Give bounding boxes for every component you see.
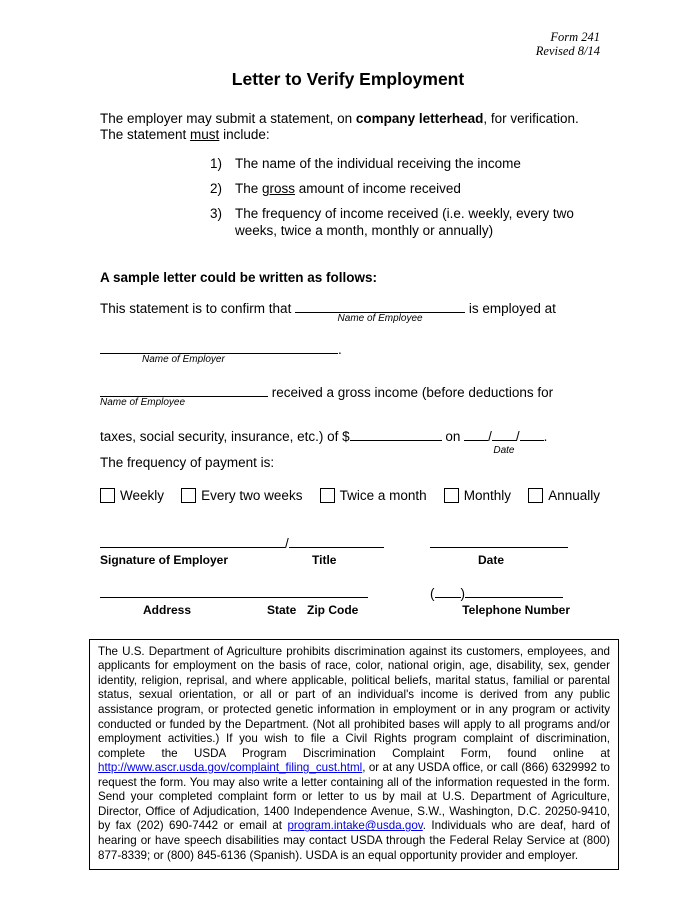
employee-name-blank[interactable] [295, 299, 465, 324]
confirm-text-post: is employed at [465, 300, 556, 316]
employee-name-caption: Name of Employee [337, 312, 423, 324]
frequency-option-weekly [100, 488, 164, 503]
requirement-item-2 [100, 181, 600, 197]
address-labels [100, 603, 430, 619]
form-number: Form 241 [550, 30, 600, 44]
checkbox-label: Annually [548, 487, 600, 503]
requirement-number: 2) [210, 181, 223, 197]
date-month-blank[interactable] [464, 427, 488, 441]
title-label: Title [312, 552, 337, 567]
requirement-number: 3) [210, 206, 223, 222]
form-revision: Revised 8/14 [535, 44, 600, 59]
amount-line-period: . [543, 428, 548, 444]
employee-name-caption-2: Name of Employee [100, 396, 186, 408]
requirement-text [235, 181, 585, 197]
sample-letter-heading: A sample letter could be written as follows: [100, 269, 378, 285]
date-slash-1: / [488, 428, 492, 444]
letter-line-confirm [100, 299, 600, 324]
date-label: Date [478, 552, 505, 567]
frequency-question: The frequency of payment is: [100, 454, 275, 470]
date-labels [430, 553, 570, 569]
requirement-item-3 [100, 206, 600, 238]
checkbox-monthly[interactable] [444, 488, 459, 503]
checkbox-every-two-weeks[interactable] [181, 488, 196, 503]
employee-name-blank-2[interactable] [100, 383, 268, 408]
signature-slash: / [285, 535, 289, 551]
letter-line-income [100, 383, 600, 408]
requirement-text-part: The frequency of income received (i.e. weekly, every two weeks, twice a month, monthly or annually) [235, 206, 574, 238]
checkbox-label: Weekly [120, 487, 165, 503]
checkbox-weekly[interactable] [100, 488, 115, 503]
requirement-text-part: amount of income received [295, 181, 461, 197]
signature-blank[interactable] [100, 535, 285, 548]
date-day-blank[interactable] [492, 427, 516, 441]
requirement-item-1 [100, 156, 600, 172]
date-caption: Date [493, 444, 515, 456]
confirm-text-pre: This statement is to confirm that [100, 300, 296, 316]
zip-code-label: Zip Code [307, 602, 359, 617]
signature-title-field [100, 535, 430, 569]
employer-line-period: . [338, 341, 342, 357]
intro-underlined-must: must [190, 126, 220, 142]
intro-paragraph [100, 111, 600, 143]
requirement-number: 1) [210, 156, 223, 172]
amount-text-pre: taxes, social security, insurance, etc.) of $ [100, 428, 350, 444]
phone-number-blank[interactable] [465, 585, 563, 598]
intro-bold-company-letterhead: company letterhead [355, 110, 484, 126]
requirements-list [100, 156, 600, 239]
form-meta [100, 30, 600, 59]
employer-name-caption: Name of Employer [142, 353, 225, 365]
telephone-field [430, 585, 570, 619]
title-blank[interactable] [289, 535, 384, 548]
program-intake-email-link[interactable]: program.intake@usda.gov [287, 819, 423, 833]
date-field [430, 535, 570, 569]
requirement-underlined-gross: gross [262, 181, 296, 197]
telephone-line [430, 585, 570, 601]
complaint-form-link[interactable]: http://www.ascr.usda.gov/complaint_filing_cust.html [98, 761, 363, 775]
notice-text-1: The U.S. Department of Agriculture prohibits discrimination against its customers, employees, and applicants for employment on the basis of race, color, national origin, age, disability, sex, gender identity, religion, reprisal, and where applicable, political beliefs, marital status, familial or parental status, sexual orientation, or all or part of an individual's income is derived from any public assistance program, or protected genetic information in employment or in any program or activity conducted or funded by the Department. (Not all prohibited bases will apply to all programs and/or employment activities.) If you wish to file a Civil Rights program complaint of discrimination, complete the USDA Program Discrimination Complaint Form, found online at [98, 644, 610, 760]
telephone-number-label: Telephone Number [462, 602, 570, 617]
letter-line-employer [100, 340, 600, 365]
frequency-options-row [100, 488, 600, 503]
signature-of-employer-label: Signature of Employer [100, 552, 229, 567]
checkbox-label: Monthly [463, 487, 512, 503]
paren-open: ( [430, 585, 435, 601]
signature-row-2 [100, 585, 600, 619]
requirement-text-part: The [235, 181, 263, 197]
income-text: received a gross income (before deductions for [268, 384, 554, 400]
intro-text-2: , for verification. The statement [100, 110, 579, 142]
address-field [100, 585, 430, 619]
signature-title-labels [100, 553, 430, 569]
date-group [464, 427, 544, 456]
employer-name-blank[interactable] [100, 340, 338, 365]
address-line [100, 585, 430, 601]
usda-nondiscrimination-notice [89, 639, 619, 870]
date-blank[interactable] [430, 535, 568, 548]
amount-blank[interactable] [350, 427, 442, 441]
requirement-text [235, 156, 585, 172]
checkbox-label: Twice a month [339, 487, 427, 503]
requirement-text-part: The name of the individual receiving the income [235, 156, 521, 172]
frequency-option-twice-a-month [320, 488, 427, 503]
page-title: Letter to Verify Employment [231, 68, 465, 89]
checkbox-label: Every two weeks [201, 487, 303, 503]
frequency-option-every-two-weeks [181, 488, 302, 503]
signature-block [100, 535, 600, 619]
date-year-blank[interactable] [520, 427, 544, 441]
requirement-text [235, 206, 585, 238]
notice-text-3: . Individuals who are deaf, hard of hearing or have speech disabilities may contact USDA through the Federal Relay Service at (800) 877-8339; or (800) 845-6136 (Spanish). USDA is an equal opportunity provider and employer. [98, 819, 610, 862]
intro-text-3: include: [219, 126, 270, 142]
frequency-option-monthly [444, 488, 511, 503]
intro-text-1: The employer may submit a statement, on [100, 110, 356, 126]
address-label: Address [143, 602, 192, 617]
date-line [430, 535, 570, 551]
signature-title-line [100, 535, 430, 551]
paren-close: ) [460, 585, 465, 601]
area-code-blank[interactable] [435, 585, 461, 598]
letter-line-amount [100, 427, 600, 456]
frequency-option-annually [528, 488, 600, 503]
state-label: State [267, 602, 297, 617]
signature-row-1 [100, 535, 600, 569]
date-slash-2: / [515, 428, 520, 444]
address-blank[interactable] [100, 585, 368, 598]
amount-on-text: on [441, 428, 465, 444]
telephone-labels [430, 603, 570, 619]
notice-text-2: , or at any USDA office, or call (866) 6329992 to request the form. You may also write a letter containing all of the information requested in the form. Send your completed complaint form or letter to us by mail at U.S. Department of Agriculture, Director, Office of Adjudication, 1400 Independence Avenue, S.W., Washington, D.C. 20250-9410, by fax (202) 690-7442 or email at [98, 761, 610, 833]
checkbox-annually[interactable] [528, 488, 543, 503]
checkbox-twice-a-month[interactable] [320, 488, 335, 503]
